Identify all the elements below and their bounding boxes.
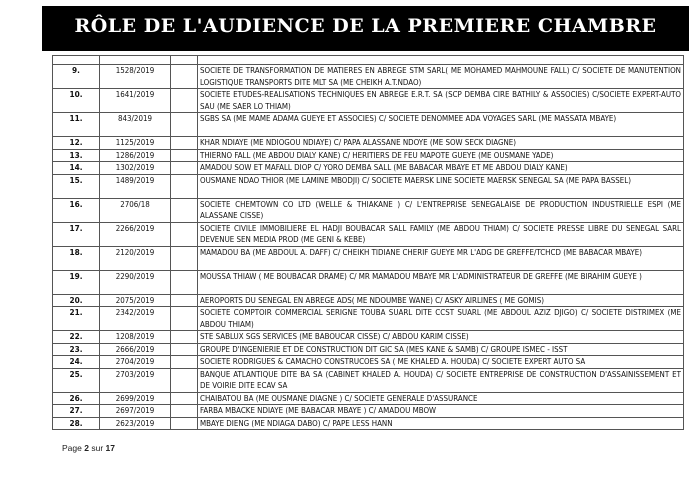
table-row <box>53 270 684 294</box>
case-parties: SOCIETE CIVILE IMMOBILIERE EL HADJI BOUBACAR SALL FAMILY (ME ABDOU THIAM) C/ SOCIETE PRESSE LIBRE DU SENEGAL SARL DEVENUE SEN MEDIA PROD (ME GENI & KEBE) <box>198 222 684 246</box>
case-parties: BANQUE ATLANTIQUE DITE BA SA (CABINET KHALED A. HOUDA) C/ SOCIETE ENTREPRISE DE CONSTRUCTION D'ASSAINISSEMENT ET DE VOIRIE DITE ECAV SA <box>198 368 684 392</box>
page-label: Page <box>62 443 82 453</box>
empty-cell <box>100 56 171 65</box>
case-number: 18. <box>53 246 100 270</box>
empty-cell <box>171 405 198 418</box>
empty-cell <box>198 56 684 65</box>
table-row <box>53 174 684 198</box>
case-parties: STE SABLUX SGS SERVICES (ME BABOUCAR CISSE) C/ ABDOU KARIM CISSE) <box>198 331 684 344</box>
case-parties: KHAR NDIAYE (ME NDIOGOU NDIAYE) C/ PAPA ALASSANE NDOYE (ME SOW SECK DIAGNE) <box>198 137 684 150</box>
case-number: 12. <box>53 137 100 150</box>
empty-cell <box>171 113 198 137</box>
table-row <box>53 149 684 162</box>
case-number: 27. <box>53 405 100 418</box>
empty-cell <box>171 356 198 369</box>
table-row <box>53 356 684 369</box>
case-parties: MAMADOU BA (ME ABDOUL A. DAFF) C/ CHEIKH TIDIANE CHERIF GUEYE MR L'ADG DE GREFFE/TCHCD (ME BABACAR MBAYE) <box>198 246 684 270</box>
table-row <box>53 113 684 137</box>
empty-cell <box>171 222 198 246</box>
page-separator: sur <box>91 443 104 453</box>
case-parties: SOCIETE ETUDES-REALISATIONS TECHNIQUES EN ABREGE E.R.T. SA (SCP DEMBA CIRE BATHILY & ASSOCIES) C/SOCIETE EXPERT-AUTO SAU (ME SAER LO THIAM) <box>198 89 684 113</box>
case-reference: 2699/2019 <box>100 392 171 405</box>
case-reference: 2704/2019 <box>100 356 171 369</box>
table-row <box>53 343 684 356</box>
case-parties: SOCIETE DE TRANSFORMATION DE MATIERES EN ABREGE STM SARL( ME MOHAMED MAHMOUNE FALL) C/ SOCIETE DE MANUTENTION LOGISTIQUE TRANSPORTS DITE MLT SA (ME CHEIKH A.T.NDAO) <box>198 65 684 89</box>
empty-cell <box>171 89 198 113</box>
case-reference: 2666/2019 <box>100 343 171 356</box>
empty-cell <box>171 294 198 307</box>
case-parties: MBAYE DIENG (ME NDIAGA DABO) C/ PAPE LESS HANN <box>198 417 684 430</box>
empty-cell <box>171 65 198 89</box>
empty-cell <box>171 137 198 150</box>
case-number: 9. <box>53 65 100 89</box>
case-number: 22. <box>53 331 100 344</box>
empty-cell <box>171 331 198 344</box>
case-parties: SOCIETE CHEMTOWN CO LTD (WELLE & THIAKANE ) C/ L'ENTREPRISE SENEGALAISE DE PRODUCTION INDUSTRIELLE ESPI (ME ALASSANE CISSE) <box>198 198 684 222</box>
table-row <box>53 405 684 418</box>
case-number: 23. <box>53 343 100 356</box>
page-footer <box>62 443 115 453</box>
hearing-roll-body <box>53 56 684 430</box>
page-total: 17 <box>105 443 115 453</box>
empty-cell <box>171 174 198 198</box>
table-row <box>53 222 684 246</box>
empty-cell <box>53 56 100 65</box>
empty-cell <box>171 198 198 222</box>
table-row <box>53 294 684 307</box>
case-reference: 2706/18 <box>100 198 171 222</box>
case-parties: SOCIETE RODRIGUES & CAMACHO CONSTRUCOES SA ( ME KHALED A. HOUDA) C/ SOCIETE EXPERT AUTO SA <box>198 356 684 369</box>
hearing-roll-table <box>52 55 684 430</box>
case-parties: SGBS SA (ME MAME ADAMA GUEYE ET ASSOCIES) C/ SOCIETE DENOMMEE ADA VOYAGES SARL (ME MASSATA MBAYE) <box>198 113 684 137</box>
empty-cell <box>171 392 198 405</box>
table-row <box>53 198 684 222</box>
case-reference: 2697/2019 <box>100 405 171 418</box>
empty-cell <box>171 417 198 430</box>
case-reference: 2623/2019 <box>100 417 171 430</box>
case-reference: 2266/2019 <box>100 222 171 246</box>
empty-cell <box>171 270 198 294</box>
empty-cell <box>171 162 198 175</box>
table-top-row <box>53 56 684 65</box>
case-reference: 1489/2019 <box>100 174 171 198</box>
case-reference: 1302/2019 <box>100 162 171 175</box>
empty-cell <box>171 343 198 356</box>
table-row <box>53 246 684 270</box>
table-row <box>53 417 684 430</box>
case-parties: AMADOU SOW ET MAFALL DIOP C/ YORO DEMBA SALL (ME BABACAR MBAYE ET ME ABDOU DIALY KANE) <box>198 162 684 175</box>
table-row <box>53 307 684 331</box>
case-parties: MOUSSA THIAW ( ME BOUBACAR DRAME) C/ MR MAMADOU MBAYE MR L'ADMINISTRATEUR DE GREFFE (ME BIRAHIM GUEYE ) <box>198 270 684 294</box>
case-number: 14. <box>53 162 100 175</box>
case-number: 21. <box>53 307 100 331</box>
case-reference: 1286/2019 <box>100 149 171 162</box>
empty-cell <box>171 307 198 331</box>
case-number: 15. <box>53 174 100 198</box>
case-reference: 1208/2019 <box>100 331 171 344</box>
table-row <box>53 89 684 113</box>
case-parties: FARBA MBACKE NDIAYE (ME BABACAR MBAYE ) C/ AMADOU MBOW <box>198 405 684 418</box>
case-parties: GROUPE D'INGENIERIE ET DE CONSTRUCTION DIT GIC SA (MES KANE & SAMB) C/ GROUPE ISMEC - ISST <box>198 343 684 356</box>
case-reference: 2120/2019 <box>100 246 171 270</box>
table-row <box>53 392 684 405</box>
case-reference: 1528/2019 <box>100 65 171 89</box>
case-number: 25. <box>53 368 100 392</box>
case-number: 11. <box>53 113 100 137</box>
empty-cell <box>171 56 198 65</box>
empty-cell <box>171 149 198 162</box>
case-reference: 2075/2019 <box>100 294 171 307</box>
case-reference: 1641/2019 <box>100 89 171 113</box>
case-number: 13. <box>53 149 100 162</box>
case-parties: THIERNO FALL (ME ABDOU DIALY KANE) C/ HERITIERS DE FEU MAPOTE GUEYE (ME OUSMANE YADE) <box>198 149 684 162</box>
case-number: 10. <box>53 89 100 113</box>
case-reference: 843/2019 <box>100 113 171 137</box>
table-row <box>53 368 684 392</box>
case-reference: 2290/2019 <box>100 270 171 294</box>
table-row <box>53 137 684 150</box>
case-parties: OUSMANE NDAO THIOR (ME LAMINE MBODJI) C/ SOCIETE MAERSK LINE SOCIETE MAERSK SENEGAL SA (ME PAPA BASSEL) <box>198 174 684 198</box>
empty-cell <box>171 368 198 392</box>
case-reference: 2342/2019 <box>100 307 171 331</box>
case-number: 20. <box>53 294 100 307</box>
empty-cell <box>171 246 198 270</box>
case-number: 26. <box>53 392 100 405</box>
table-row <box>53 331 684 344</box>
case-number: 17. <box>53 222 100 246</box>
case-reference: 1125/2019 <box>100 137 171 150</box>
case-parties: AEROPORTS DU SENEGAL EN ABREGE ADS( ME NDOUMBE WANE) C/ ASKY AIRLINES ( ME GOMIS) <box>198 294 684 307</box>
case-reference: 2703/2019 <box>100 368 171 392</box>
table-row <box>53 65 684 89</box>
document-title: RÔLE DE L'AUDIENCE DE LA PREMIERE CHAMBRE <box>42 6 689 51</box>
table-row <box>53 162 684 175</box>
case-number: 19. <box>53 270 100 294</box>
case-number: 28. <box>53 417 100 430</box>
page-current: 2 <box>84 443 89 453</box>
case-number: 24. <box>53 356 100 369</box>
case-number: 16. <box>53 198 100 222</box>
case-parties: CHAIBATOU BA (ME OUSMANE DIAGNE ) C/ SOCIETE GENERALE D'ASSURANCE <box>198 392 684 405</box>
case-parties: SOCIETE COMPTOIR COMMERCIAL SERIGNE TOUBA SUARL DITE CCST SUARL (ME ABDOUL AZIZ DJIGO) C/ SOCIETE DISTRIMEX (ME ABDOU THIAM) <box>198 307 684 331</box>
